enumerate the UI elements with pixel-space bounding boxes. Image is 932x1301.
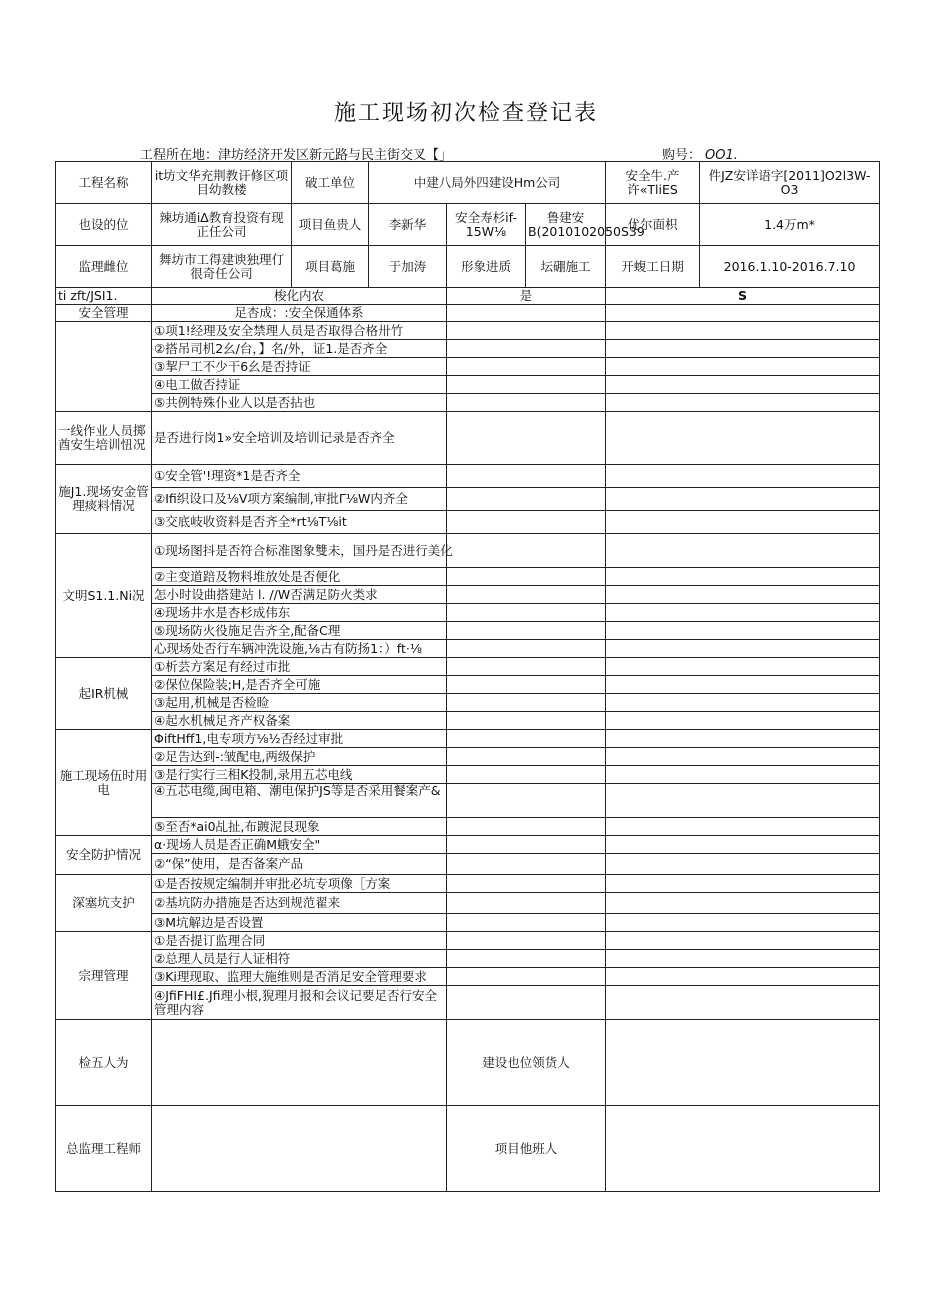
yes-cell [447, 694, 606, 712]
label-project-manager: 项目鱼贵人 [292, 204, 369, 246]
check-item: ③挈尸工不少干6幺是否持证 [152, 358, 447, 376]
header-row-3 [56, 246, 880, 288]
section-row [56, 658, 880, 676]
section-row [56, 640, 880, 658]
no-cell [606, 932, 880, 950]
section-row [56, 376, 880, 394]
yes-cell [447, 818, 606, 836]
section-name: 施J1.现场安金管理痰料情况 [56, 465, 152, 534]
no-cell [606, 534, 880, 568]
col-head-content: 梭化内农 [152, 288, 447, 305]
label-owner-representative: 建设也位领货人 [447, 1020, 606, 1106]
check-item: 心现场处否行车辆冲洗设施,⅛古有防扬1：）ft·⅛ [152, 640, 447, 658]
label-construction-unit: 破工单位 [292, 162, 369, 204]
check-item: 怎小时设曲搭建站 l. //W否满足防火类求 [152, 586, 447, 604]
yes-cell [447, 658, 606, 676]
yes-cell [447, 836, 606, 854]
yes-cell [447, 488, 606, 511]
check-item: ④五芯电缆,闽电箱、潮电保护JS等是否采用餐案产& [152, 784, 447, 818]
no-cell [606, 622, 880, 640]
check-item: ③是行实行三相K投制,录用五芯电线 [152, 766, 447, 784]
section-name: 施工现场伍时用电 [56, 730, 152, 836]
label-progress: 形象进质 [447, 246, 526, 288]
check-item: ②足告达到-:皱配电,两级保护 [152, 748, 447, 766]
yes-cell [447, 766, 606, 784]
no-cell [606, 766, 880, 784]
no-cell [606, 950, 880, 968]
value-owner-unit: 辣坊通i∆教育投资有现正任公司 [152, 204, 292, 246]
check-item: ②基坑防办措施是否达到规范翟来 [152, 893, 447, 914]
yes-cell [447, 730, 606, 748]
check-item: ②主变道踣及物料堆放处是否便化 [152, 568, 447, 586]
check-item: ①安全管'!理资*1是否齐全 [152, 465, 447, 488]
no-cell [606, 488, 880, 511]
section-row [56, 893, 880, 914]
check-item: ①析芸方案足有经过市批 [152, 658, 447, 676]
no-cell [606, 465, 880, 488]
yes-cell [447, 358, 606, 376]
inspection-table [55, 161, 880, 1192]
no-cell [606, 658, 880, 676]
check-item: ②Ifi织设口及⅛V项方案编制,审批Γ⅛W内齐全 [152, 488, 447, 511]
no-cell [606, 568, 880, 586]
yes-cell [447, 511, 606, 534]
check-item: ③M坑解边是否设置 [152, 914, 447, 932]
yes-cell [447, 465, 606, 488]
section-name [56, 322, 152, 412]
yes-cell [447, 305, 606, 322]
value-area: 1.4万m* [700, 204, 880, 246]
value-progress: 坛硼施工 [526, 246, 606, 288]
label-chief-supervisor: 项目葛施 [292, 246, 369, 288]
no-cell [606, 412, 880, 465]
inspector-signature-field[interactable] [152, 1020, 447, 1106]
yes-cell [447, 412, 606, 465]
col-head-yes: 是 [447, 288, 606, 305]
label-chief-supervision-engineer: 总监理工程师 [56, 1106, 152, 1192]
section-row [56, 586, 880, 604]
project-leader-signature-field[interactable] [606, 1106, 880, 1192]
check-item: ③交底岐收资料是否齐全*rt⅛T⅛it [152, 511, 447, 534]
section-row [56, 465, 880, 488]
label-safety-cert: 安全寿杉if-15W⅛ [447, 204, 526, 246]
value-safety-license: 件JZ安详语字[2011]O2l3W-O3 [700, 162, 880, 204]
no-cell [606, 818, 880, 836]
yes-cell [447, 376, 606, 394]
label-supervision-unit: 监理雌位 [56, 246, 152, 288]
check-item: ①项1!经理及安全禁理人员是否取得合格卅竹 [152, 322, 447, 340]
page-title: 施工现场初次检查登记表 [333, 101, 598, 126]
check-item: ⑤共例特殊仆业人以是否拈也 [152, 394, 447, 412]
check-item: ②总理人员是行人证相符 [152, 950, 447, 968]
no-cell [606, 376, 880, 394]
section-row [56, 875, 880, 893]
section-row [56, 568, 880, 586]
check-item: ④JfiFHI£.Jfi理小根,猊理月报和会议记要足否行安全管理内容 [152, 986, 447, 1020]
section-row [56, 950, 880, 968]
check-item: ②保位保险装;H,是否齐全可施 [152, 676, 447, 694]
section-row [56, 694, 880, 712]
signature-row [56, 1020, 880, 1106]
project-address-value: 津坊经济开发区新元路与民主街交叉【」 [218, 148, 453, 163]
value-supervision-unit: 舞坊市工得建谀独理仃很奇任公司 [152, 246, 292, 288]
yes-cell [447, 322, 606, 340]
label-start-end-date: 开蝮工日期 [606, 246, 700, 288]
section-row [56, 854, 880, 875]
section-row [56, 676, 880, 694]
yes-cell [447, 676, 606, 694]
yes-cell [447, 604, 606, 622]
chief-supervision-engineer-signature-field[interactable] [152, 1106, 447, 1192]
yes-cell [447, 854, 606, 875]
section-row [56, 986, 880, 1020]
section-row [56, 968, 880, 986]
section-row [56, 604, 880, 622]
value-project-name: it坊文华充荆教讦修区项目幼教楼 [152, 162, 292, 204]
check-item: ΦiftHff1,电专项方⅛½否经过审批 [152, 730, 447, 748]
yes-cell [447, 568, 606, 586]
owner-representative-signature-field[interactable] [606, 1020, 880, 1106]
label-project-leader: 项目他班人 [447, 1106, 606, 1192]
section-row [56, 730, 880, 748]
check-item: ①现场图抖是否符合标准图象雙未，国丹是否进行美化 [152, 534, 447, 568]
no-cell [606, 784, 880, 818]
value-safety-cert: 鲁建安B(2010102050S39 [526, 204, 606, 246]
section-row [56, 784, 880, 818]
yes-cell [447, 748, 606, 766]
no-cell [606, 640, 880, 658]
col-head-no: S [606, 288, 880, 305]
yes-cell [447, 340, 606, 358]
section-name: 文明S1.1.Ni况 [56, 534, 152, 658]
check-item: ④现场井水是杏杉成伟东 [152, 604, 447, 622]
col-head-item: ti zft/JSI1. [56, 288, 152, 305]
value-chief-supervisor: 于加涛 [369, 246, 447, 288]
section-row [56, 488, 880, 511]
no-cell [606, 586, 880, 604]
no-cell [606, 604, 880, 622]
no-cell [606, 676, 880, 694]
no-cell [606, 893, 880, 914]
column-header-row [56, 288, 880, 305]
section-name: 一线作业人员掷酋安生培训忸况 [56, 412, 152, 465]
value-start-end-date: 2016.1.10-2016.7.10 [700, 246, 880, 288]
section-row [56, 305, 880, 322]
no-cell [606, 340, 880, 358]
no-cell [606, 914, 880, 932]
no-cell [606, 394, 880, 412]
signature-row [56, 1106, 880, 1192]
project-address-label: 工程所在地： [140, 148, 219, 163]
section-name: 安全防护情况 [56, 836, 152, 875]
yes-cell [447, 950, 606, 968]
check-item: ⑤至否*ai0乩扯,布踱泥艮现象 [152, 818, 447, 836]
section-row [56, 511, 880, 534]
no-cell [606, 748, 880, 766]
yes-cell [447, 875, 606, 893]
label-area: 优尔面枳 [606, 204, 700, 246]
section-row [56, 622, 880, 640]
section-row [56, 914, 880, 932]
check-item: 足杏成：:安全保通体系 [152, 305, 447, 322]
yes-cell [447, 986, 606, 1020]
no-cell [606, 836, 880, 854]
header-row-2 [56, 204, 880, 246]
yes-cell [447, 712, 606, 730]
section-row [56, 322, 880, 340]
no-cell [606, 730, 880, 748]
no-cell [606, 712, 880, 730]
section-row [56, 748, 880, 766]
check-item: 是否进行岗1»安全培训及培训记录是否齐全 [152, 412, 447, 465]
no-cell [606, 322, 880, 340]
section-row [56, 340, 880, 358]
check-item: ②搭吊司机2幺/台，】名/外，证1.是否齐全 [152, 340, 447, 358]
no-cell [606, 986, 880, 1020]
serial-label: 购号： [662, 148, 702, 163]
yes-cell [447, 534, 606, 568]
section-row [56, 358, 880, 376]
yes-cell [447, 968, 606, 986]
yes-cell [447, 394, 606, 412]
section-row [56, 932, 880, 950]
yes-cell [447, 914, 606, 932]
yes-cell [447, 893, 606, 914]
check-item: ①是否提订监理合同 [152, 932, 447, 950]
section-row [56, 412, 880, 465]
label-project-name: 工程名称 [56, 162, 152, 204]
header-row-1 [56, 162, 880, 204]
serial-value: OO1. [705, 148, 738, 163]
check-item: ④电工做否持证 [152, 376, 447, 394]
check-item: α·现场人员是否正确M蛾安全" [152, 836, 447, 854]
check-item: ④起水机械足齐产权备案 [152, 712, 447, 730]
section-row [56, 836, 880, 854]
no-cell [606, 875, 880, 893]
no-cell [606, 305, 880, 322]
section-row [56, 766, 880, 784]
section-row [56, 818, 880, 836]
section-name: 安全管理 [56, 305, 152, 322]
yes-cell [447, 622, 606, 640]
label-safety-license: 安全牛.产许«TliES [606, 162, 700, 204]
no-cell [606, 511, 880, 534]
yes-cell [447, 640, 606, 658]
check-item: ⑤现场防火役施足告齐全,配备C理 [152, 622, 447, 640]
check-item: ②“保”使用，是否备案产品 [152, 854, 447, 875]
check-item: ①是否按规定编制并审批必坑专项像［方案 [152, 875, 447, 893]
section-row [56, 712, 880, 730]
yes-cell [447, 586, 606, 604]
no-cell [606, 968, 880, 986]
section-row [56, 534, 880, 568]
label-owner-unit: 也设的位 [56, 204, 152, 246]
section-name: 起IR机械 [56, 658, 152, 730]
label-inspector: 检五人为 [56, 1020, 152, 1106]
no-cell [606, 854, 880, 875]
section-name: 深塞坑支护 [56, 875, 152, 932]
yes-cell [447, 932, 606, 950]
value-construction-unit: 中建八局外四建设Hm公司 [369, 162, 606, 204]
value-project-manager: 李新华 [369, 204, 447, 246]
yes-cell [447, 784, 606, 818]
no-cell [606, 694, 880, 712]
check-item: ③Ki理现取、监理大施维则是否消足安全管理要求 [152, 968, 447, 986]
section-row [56, 394, 880, 412]
section-name: 宗理管理 [56, 932, 152, 1020]
no-cell [606, 358, 880, 376]
check-item: ③起用,机械是否检睑 [152, 694, 447, 712]
